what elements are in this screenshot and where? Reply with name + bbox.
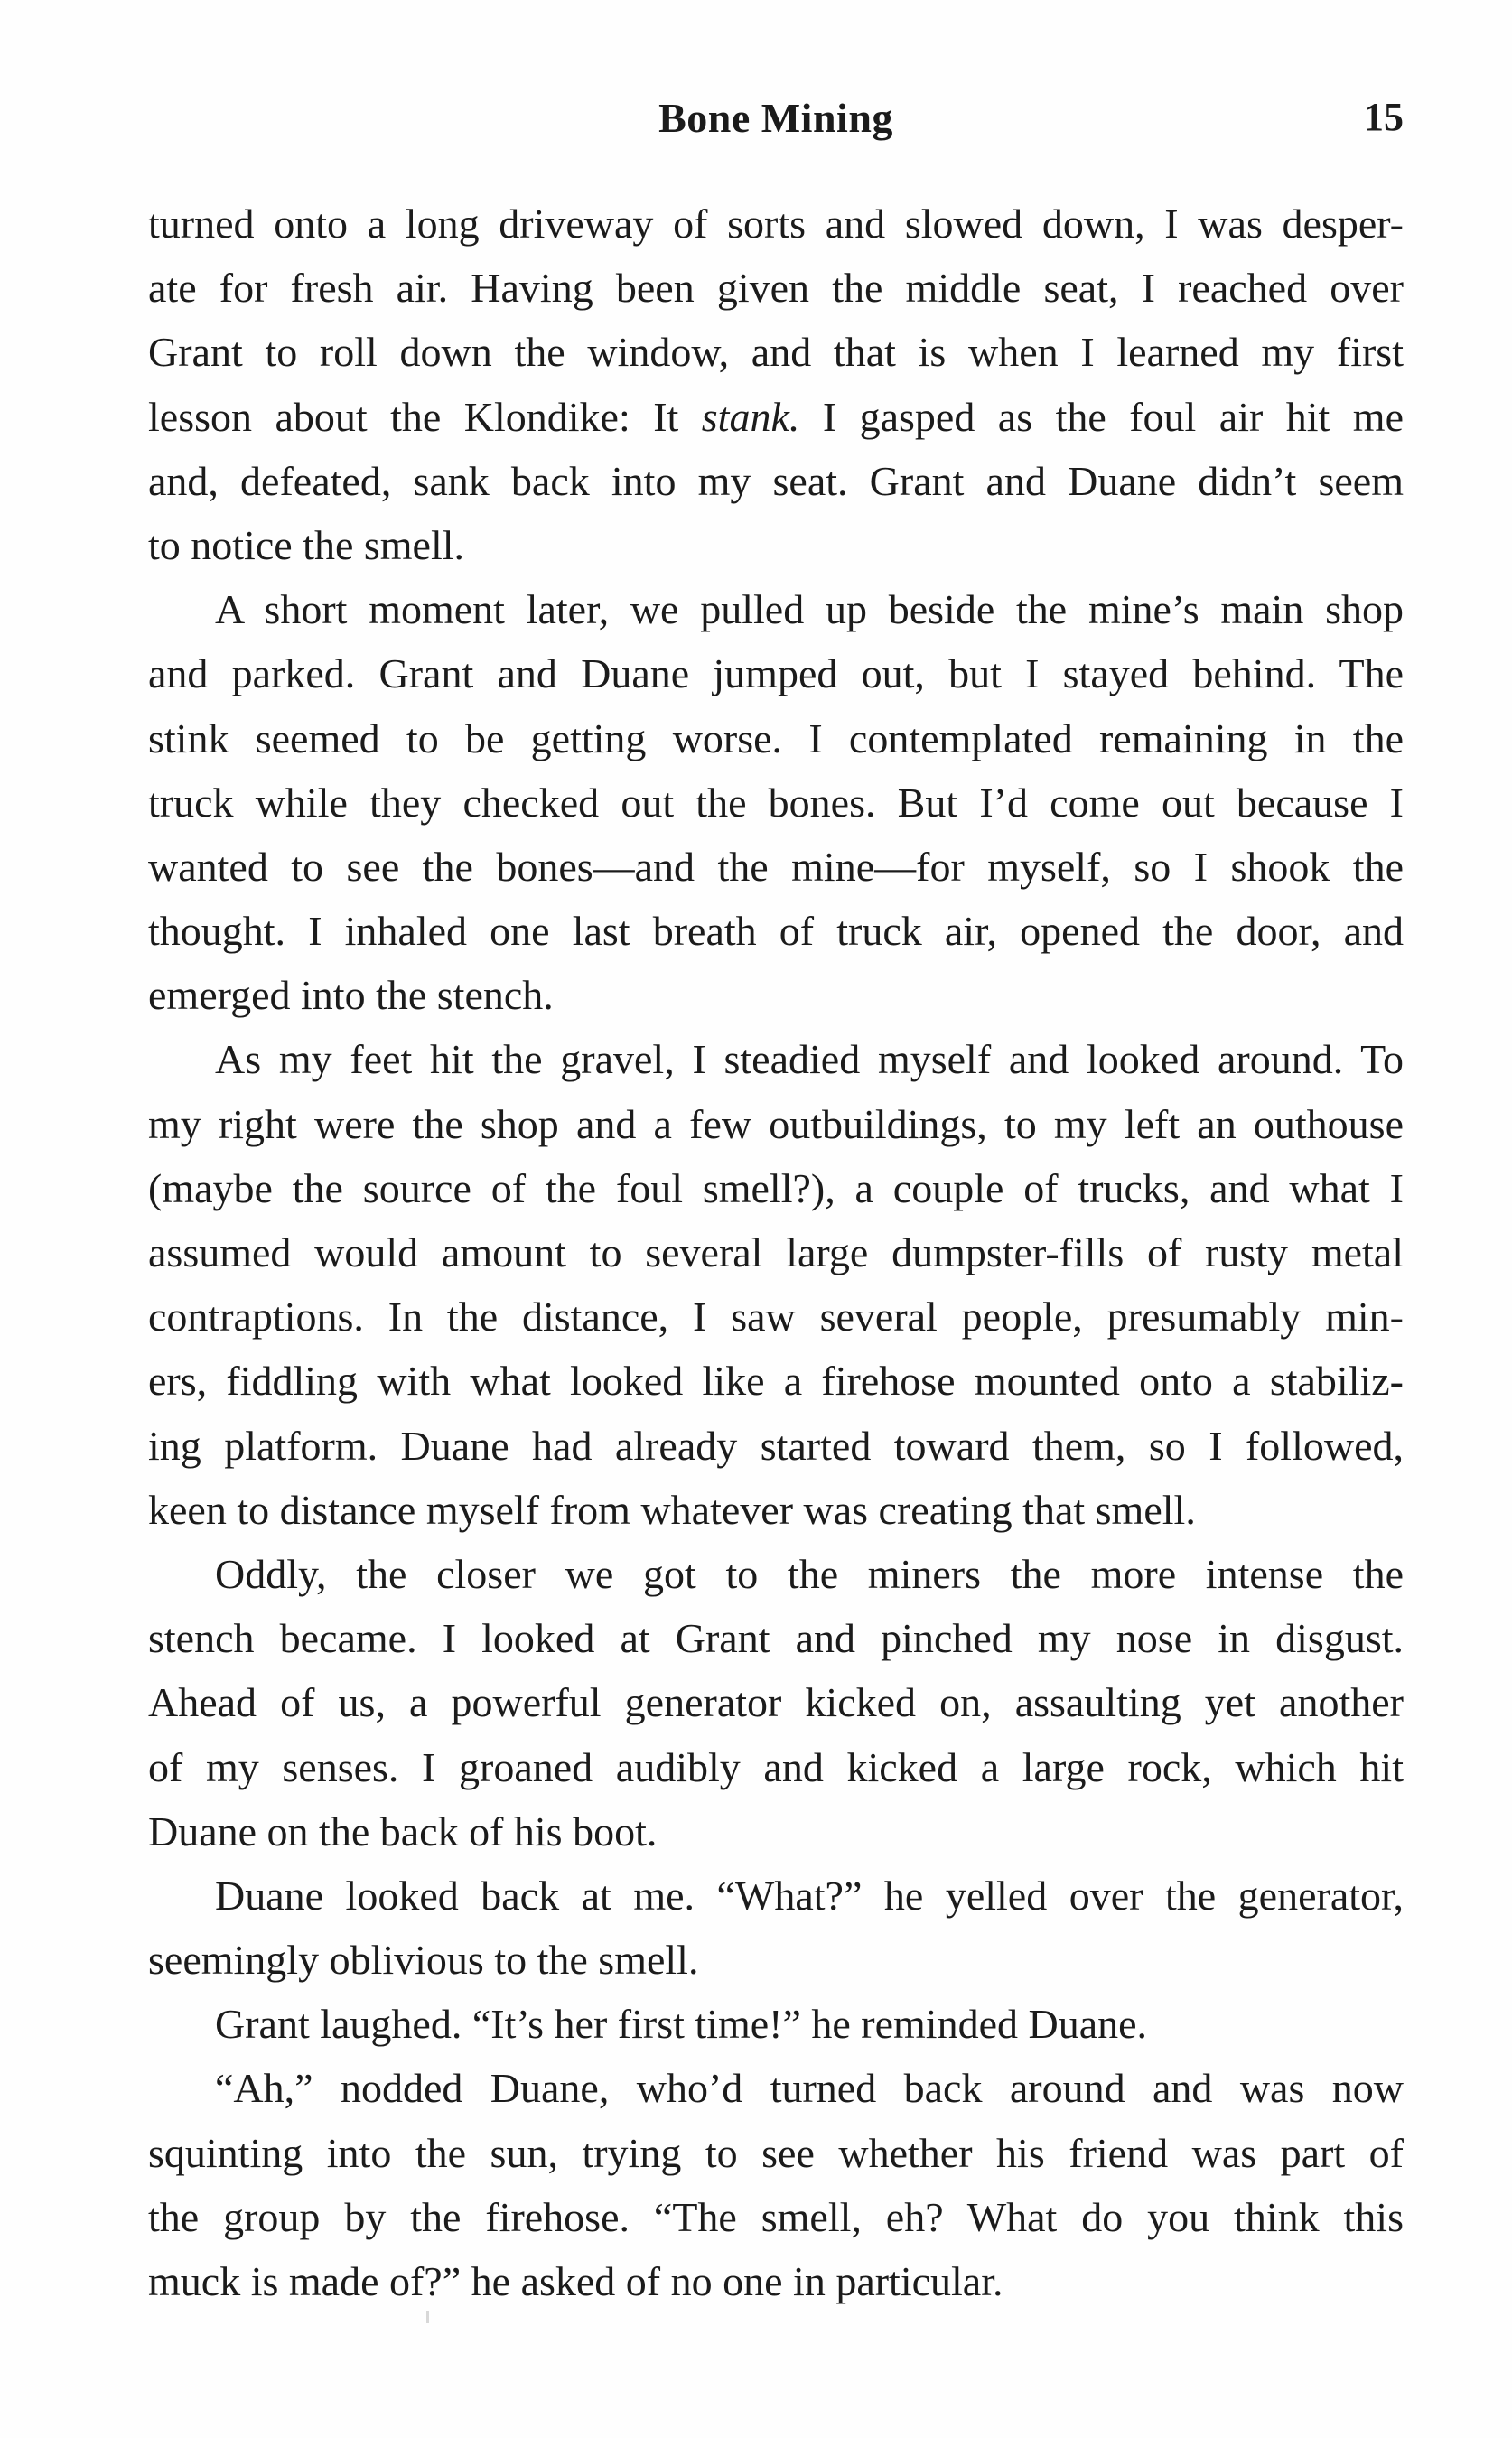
text-line: ate for fresh air. Having been given the middle seat, I reached over [148,265,1404,312]
text-line: truck while they checked out the bones. But I’d come out because I [148,779,1404,826]
text-line: thought. I inhaled one last breath of truck air, opened the door, and [148,908,1404,955]
text-line: keen to distance myself from whatever was creating that smell. [148,1486,1196,1533]
body-text [148,191,1404,2313]
text-line: Duane looked back at me. “What?” he yelled over the generator, [215,1872,1404,1919]
text-line: Duane on the back of his boot. [148,1807,658,1854]
text-line: emerged into the stench. [148,972,554,1019]
text-line: the group by the firehose. “The smell, eh? What do you think this [148,2193,1404,2240]
text-line: stench became. I looked at Grant and pinched my nose in disgust. [148,1615,1404,1662]
text-line: (maybe the source of the foul smell?), a couple of trucks, and what I [148,1164,1404,1211]
text-line: A short moment later, we pulled up beside the mine’s main shop [215,586,1404,633]
running-title: Bone Mining [658,95,893,141]
text-line: Ahead of us, a powerful generator kicked on, assaulting yet another [148,1679,1404,1726]
text-line: squinting into the sun, trying to see whether his friend was part of [148,2129,1404,2176]
scan-speck [426,2311,429,2323]
emphasis-stank: stank. [701,393,800,440]
text-line: “Ah,” nodded Duane, who’d turned back around and was now [215,2065,1404,2112]
text-line: of my senses. I groaned audibly and kicked a large rock, which hit [148,1743,1404,1790]
text-line: ing platform. Duane had already started toward them, so I followed, [148,1422,1404,1469]
text-line: contraptions. In the distance, I saw several people, presumably min- [148,1294,1404,1340]
text-line: Grant laughed. “It’s her first time!” he reminded Duane. [215,2001,1148,2048]
text-line: muck is made of?” he asked of no one in particular. [148,2258,1003,2304]
text-line: Grant to roll down the window, and that is when I learned my first [148,329,1404,376]
text-line: seemingly oblivious to the smell. [148,1937,699,1984]
text-line: As my feet hit the gravel, I steadied myself and looked around. To [215,1036,1404,1083]
text-line: stink seemed to be getting worse. I contemplated remaining in the [148,715,1404,761]
text-line: turned onto a long driveway of sorts and slowed down, I was desper- [148,201,1404,247]
text-line: ers, fiddling with what looked like a firehose mounted onto a stabiliz- [148,1358,1404,1405]
text-line: to notice the smell. [148,521,465,568]
text-line: and, defeated, sank back into my seat. Grant and Duane didn’t seem [148,457,1404,504]
page-number: 15 [1364,95,1404,139]
text-line: Oddly, the closer we got to the miners the more intense the [215,1550,1404,1597]
text-line: and parked. Grant and Duane jumped out, but I stayed behind. The [148,650,1404,697]
running-head [148,94,1404,157]
text-line: assumed would amount to several large dumpster-fills of rusty metal [148,1229,1404,1275]
text-line: my right were the shop and a few outbuildings, to my left an outhouse [148,1100,1404,1147]
text-line-stank: lesson about the Klondike: It stank. I gasped as the foul air hit me [148,393,1404,440]
text-line: wanted to see the bones—and the mine—for myself, so I shook the [148,843,1404,890]
